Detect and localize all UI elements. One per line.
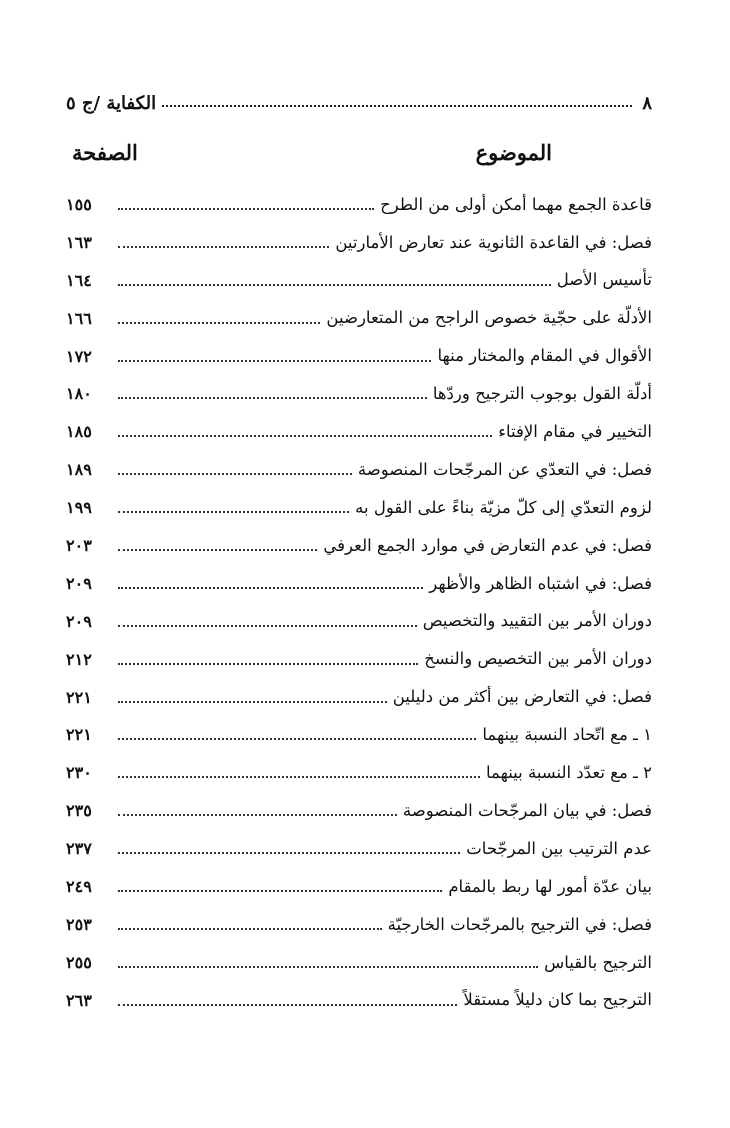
toc-entry-page-number: ٢٥٥ xyxy=(66,952,92,972)
dot-leader xyxy=(118,1004,457,1006)
toc-entry-title: فصل: في التعدّي عن المرجّحات المنصوصة xyxy=(357,459,652,479)
toc-entry-title: ٢ ـ مع تعدّد النسبة بينهما xyxy=(486,763,652,783)
toc-entry-title: الترجيح بالقياس xyxy=(544,952,652,972)
page-column-heading: الصفحة xyxy=(72,140,138,165)
dot-leader xyxy=(118,814,397,816)
toc-entry-title: لزوم التعدّي إلى كلّ مزيّة بناءً على القول به xyxy=(355,497,652,517)
toc-entry-title: التخيير في مقام الإفتاء xyxy=(498,422,652,442)
toc-entry xyxy=(66,792,652,830)
toc-entry-page-number: ٢٣٠ xyxy=(66,763,92,783)
running-header xyxy=(66,88,652,118)
toc-entry xyxy=(66,338,652,376)
toc-entry xyxy=(66,224,652,262)
toc-entry-title: الأقوال في المقام والمختار منها xyxy=(437,346,652,366)
toc-entry xyxy=(66,300,652,338)
dot-leader xyxy=(118,663,418,665)
dot-leader xyxy=(118,738,476,740)
toc-entry-page-number: ٢٠٣ xyxy=(66,535,92,555)
toc-entry-page-number: ١٧٢ xyxy=(66,346,92,366)
topic-column-heading: الموضوع xyxy=(475,140,552,165)
toc-entry-page-number: ١٦٣ xyxy=(66,232,92,252)
toc-entry xyxy=(66,982,652,1020)
toc-entry-title: فصل: في الترجيح بالمرجّحات الخارجيّة xyxy=(387,914,652,934)
toc-entry xyxy=(66,906,652,944)
toc-entry xyxy=(66,830,652,868)
toc-entry-page-number: ١٨٩ xyxy=(66,460,92,480)
toc-entry xyxy=(66,679,652,717)
toc-entry-page-number: ١٥٥ xyxy=(66,194,92,214)
toc-entry-page-number: ٢٤٩ xyxy=(66,876,92,896)
toc-entry-page-number: ٢٥٣ xyxy=(66,914,92,934)
dot-leader xyxy=(118,701,387,703)
toc-entry-title: بيان عدّة أمور لها ربط بالمقام xyxy=(448,876,652,896)
dot-leader xyxy=(118,966,538,968)
toc-entry xyxy=(66,413,652,451)
toc-entry xyxy=(66,641,652,679)
toc-entry-page-number: ٢٣٧ xyxy=(66,839,92,859)
toc-entry xyxy=(66,565,652,603)
toc-entry xyxy=(66,754,652,792)
toc-entry xyxy=(66,603,652,641)
toc-entry-page-number: ٢١٢ xyxy=(66,649,92,669)
column-headings xyxy=(66,140,652,174)
dot-leader xyxy=(118,284,551,286)
dot-leader xyxy=(118,208,374,210)
dot-leader xyxy=(118,397,427,399)
toc-entry-title: فصل: في عدم التعارض في موارد الجمع العرفي xyxy=(323,535,652,555)
toc-entry-title: دوران الأمر بين التقييد والتخصيص xyxy=(422,611,652,631)
table-of-contents xyxy=(66,186,652,1020)
dot-leader xyxy=(118,587,423,589)
toc-entry-page-number: ١٩٩ xyxy=(66,498,92,518)
dot-leader xyxy=(118,776,480,778)
toc-entry-title: عدم الترتيب بين المرجّحات xyxy=(466,838,652,858)
toc-entry-title: قاعدة الجمع مهما أمكن أولى من الطرح xyxy=(380,194,652,214)
dot-leader xyxy=(118,852,460,854)
toc-entry-page-number: ٢٢١ xyxy=(66,687,92,707)
dot-leader xyxy=(118,511,349,513)
toc-entry-page-number: ١٨٥ xyxy=(66,422,92,442)
toc-entry-title: فصل: في بيان المرجّحات المنصوصة xyxy=(402,800,652,820)
dot-leader xyxy=(118,246,329,248)
toc-entry-title: أدلّة القول بوجوب الترجيح وردّها xyxy=(432,384,652,404)
toc-entry-title: فصل: في اشتباه الظاهر والأظهر xyxy=(429,573,652,593)
toc-entry xyxy=(66,375,652,413)
toc-entry-title: الأدلّة على حجّية خصوص الراجح من المتعارضين xyxy=(326,308,652,328)
dot-leader xyxy=(118,473,352,475)
header-dot-leader xyxy=(162,105,632,107)
toc-entry-page-number: ٢٠٩ xyxy=(66,573,92,593)
toc-entry xyxy=(66,489,652,527)
dot-leader xyxy=(118,322,320,324)
toc-entry xyxy=(66,868,652,906)
toc-entry xyxy=(66,527,652,565)
dot-leader xyxy=(118,625,417,627)
toc-entry xyxy=(66,944,652,982)
toc-entry-title: دوران الأمر بين التخصيص والنسخ xyxy=(424,649,652,669)
dot-leader xyxy=(118,549,317,551)
toc-entry-page-number: ٢٢١ xyxy=(66,725,92,745)
dot-leader xyxy=(118,928,382,930)
toc-entry-page-number: ٢٠٩ xyxy=(66,611,92,631)
toc-entry-title: ١ ـ مع اتّحاد النسبة بينهما xyxy=(482,725,652,745)
toc-entry-title: فصل: في القاعدة الثانوية عند تعارض الأمارتين xyxy=(335,232,652,252)
toc-entry-title: الترجيح بما كان دليلاً مستقلاً xyxy=(463,990,652,1010)
toc-entry-page-number: ١٦٤ xyxy=(66,270,92,290)
toc-entry xyxy=(66,262,652,300)
toc-entry-page-number: ١٨٠ xyxy=(66,384,92,404)
header-book-title: الكفاية /ج ٥ xyxy=(66,92,157,114)
toc-entry-title: تأسيس الأصل xyxy=(556,270,652,290)
dot-leader xyxy=(118,360,431,362)
dot-leader xyxy=(118,435,492,437)
header-page-number: ٨ xyxy=(642,92,652,114)
toc-entry-page-number: ٢٣٥ xyxy=(66,801,92,821)
toc-entry xyxy=(66,186,652,224)
toc-entry-page-number: ١٦٦ xyxy=(66,308,92,328)
toc-entry xyxy=(66,451,652,489)
toc-entry-page-number: ٢٦٣ xyxy=(66,990,92,1010)
toc-entry-title: فصل: في التعارض بين أكثر من دليلين xyxy=(392,687,652,707)
toc-entry xyxy=(66,716,652,754)
dot-leader xyxy=(118,890,442,892)
